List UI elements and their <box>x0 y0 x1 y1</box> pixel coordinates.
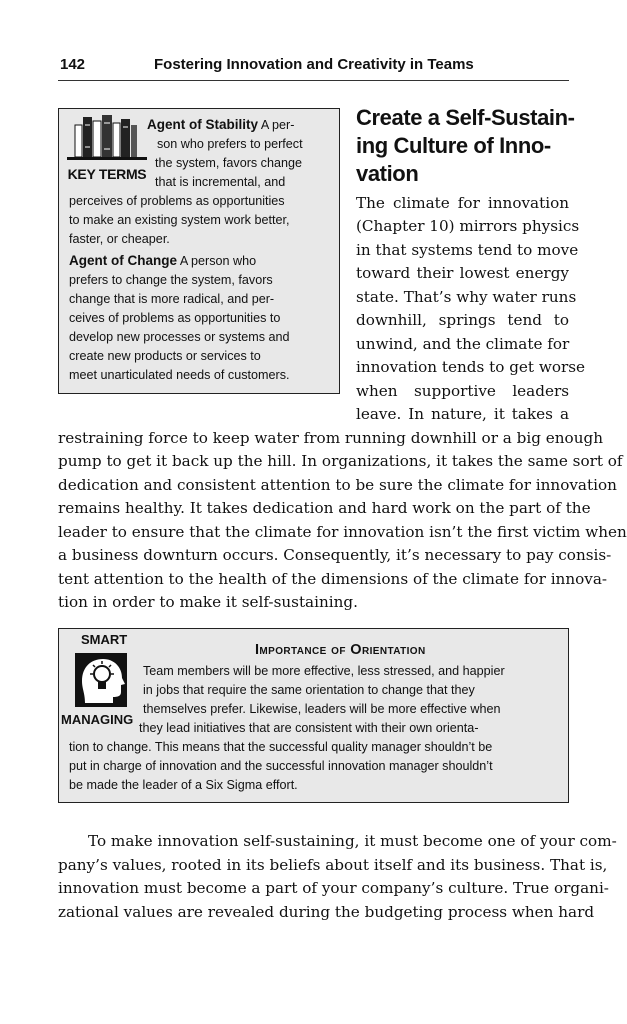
definition-line: faster, or cheaper. <box>69 232 170 246</box>
body-line: tent attention to the health of the dimensions of the climate for innova- <box>58 570 608 588</box>
term-name: Agent of Stability <box>147 117 258 132</box>
tip-line: tion to change. This means that the successful quality manager shouldn’t be <box>69 740 493 754</box>
body-line: in that systems tend to move <box>356 241 579 259</box>
definition-line: that is incremental, and <box>155 175 286 189</box>
heading-line: Create a Self-Sustain- <box>356 105 575 130</box>
definition-line: develop new processes or systems and <box>69 330 290 344</box>
body-line: leave. In nature, it takes a <box>356 405 569 423</box>
running-header <box>58 54 569 81</box>
body-line: The climate for innovation <box>356 194 569 212</box>
key-terms-badge <box>65 111 149 183</box>
definition-line: create new products or services to <box>69 349 261 363</box>
smart-label: SMART <box>81 632 128 647</box>
key-terms-label: KEY TERMS <box>67 166 147 182</box>
definition-line: meet unarticulated needs of customers. <box>69 368 290 382</box>
definition-line: ceives of problems as opportunities to <box>69 311 281 325</box>
body-line: toward their lowest energy <box>356 264 569 282</box>
body-line: restraining force to keep water from running downhill or a big enough <box>58 429 603 447</box>
books-icon <box>65 111 149 163</box>
section-heading <box>356 104 576 188</box>
definition-line: change that is more radical, and per- <box>69 292 275 306</box>
body-line: innovation tends to get worse <box>356 358 586 376</box>
definition-line: perceives of problems as opportunities <box>69 194 285 208</box>
body-line: To make innovation self-sustaining, it must become one of your com- <box>88 832 617 850</box>
term-agent-of-change <box>69 252 256 271</box>
definition-line: the system, favors change <box>155 156 302 170</box>
body-line: when supportive leaders <box>356 382 569 400</box>
key-terms-box <box>58 108 340 394</box>
lightbulb-head-icon <box>73 651 131 709</box>
body-line: (Chapter 10) mirrors physics <box>356 217 580 235</box>
tip-line: be made the leader of a Six Sigma effort. <box>69 778 298 792</box>
term-name: Agent of Change <box>69 253 177 268</box>
smart-managing-box <box>58 628 569 803</box>
definition-line: son who prefers to perfect <box>157 137 303 151</box>
body-line: downhill, springs tend to <box>356 311 569 329</box>
page-number: 142 <box>60 56 86 73</box>
body-line: leader to ensure that the climate for innovation isn’t the first victim when <box>58 523 627 541</box>
term-agent-of-stability <box>147 116 294 135</box>
body-line: remains healthy. It takes dedication and hard work on the part of the <box>58 499 591 517</box>
tip-line: they lead initiatives that are consistent with their own orienta- <box>139 721 479 735</box>
body-line: state. That’s why water runs <box>356 288 577 306</box>
body-line: unwind, and the climate for <box>356 335 570 353</box>
body-line: pany’s values, rooted in its beliefs about itself and its business. That is, <box>58 856 608 874</box>
tip-line: in jobs that require the same orientation to change that they <box>143 683 475 697</box>
body-line: tion in order to make it self-sustaining. <box>58 593 358 611</box>
heading-line: vation <box>356 161 419 186</box>
heading-line: ing Culture of Inno- <box>356 133 551 158</box>
body-line: pump to get it back up the hill. In organizations, it takes the same sort of <box>58 452 623 470</box>
definition-line: to make an existing system work better, <box>69 213 290 227</box>
body-line: innovation must become a part of your company’s culture. True organi- <box>58 879 609 897</box>
definition-line: A per- <box>260 118 295 132</box>
tip-line: Team members will be more effective, less stressed, and happier <box>143 664 505 678</box>
tip-line: themselves prefer. Likewise, leaders will be more effective when <box>143 702 501 716</box>
smart-title: Importance of Orientation <box>255 642 426 658</box>
definition-line: prefers to change the system, favors <box>69 273 273 287</box>
body-line: a business downturn occurs. Consequently, it’s necessary to pay consis- <box>58 546 612 564</box>
body-line: dedication and consistent attention to be sure the climate for innovation <box>58 476 617 494</box>
managing-label: MANAGING <box>61 712 134 727</box>
tip-line: put in charge of innovation and the successful innovation manager shouldn’t <box>69 759 493 773</box>
running-title: Fostering Innovation and Creativity in Teams <box>154 56 474 73</box>
body-line: zational values are revealed during the budgeting process when hard <box>58 903 595 921</box>
definition-line: A person who <box>179 254 257 268</box>
